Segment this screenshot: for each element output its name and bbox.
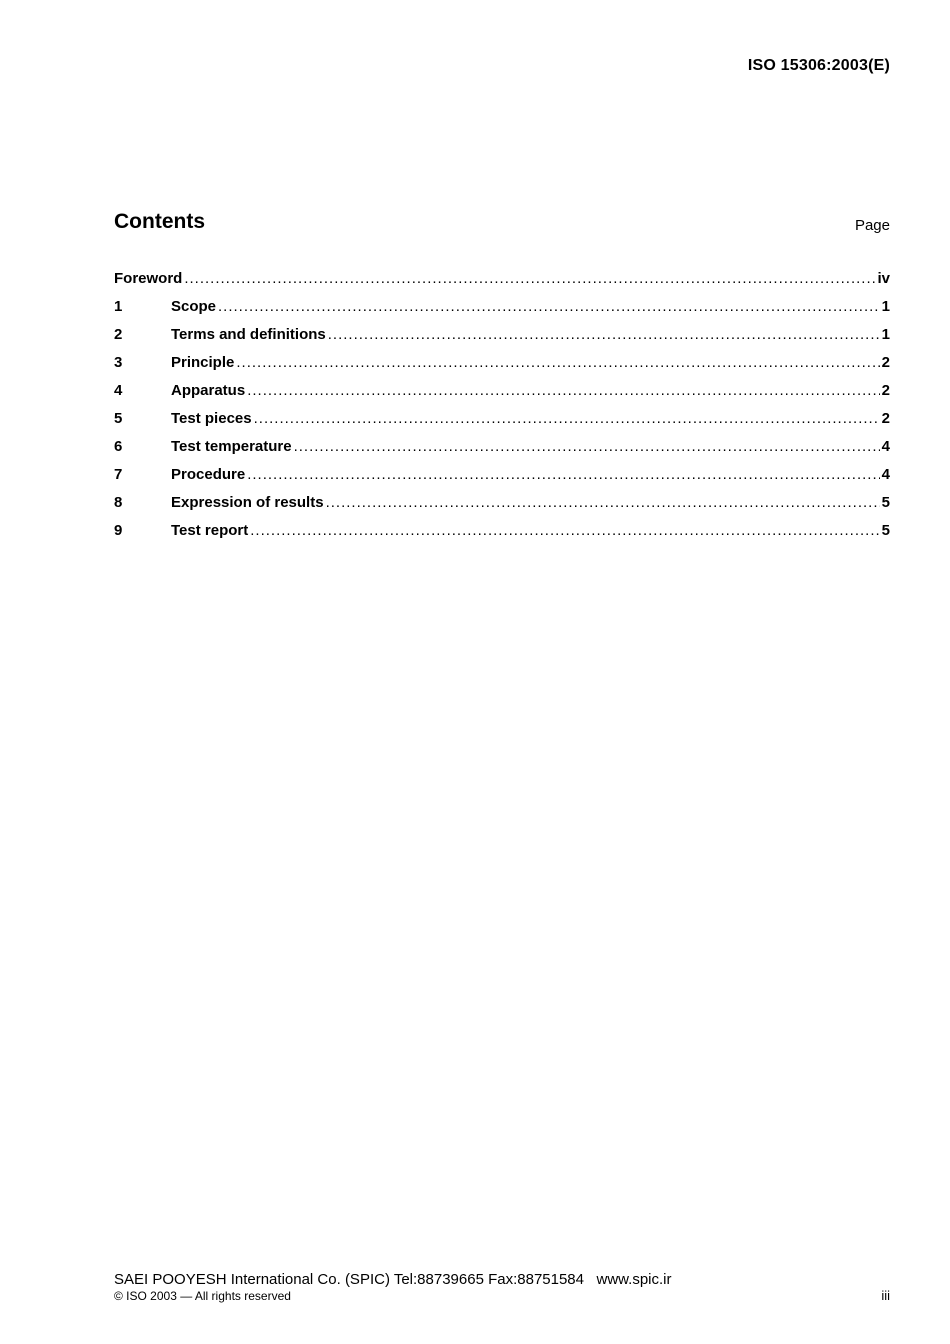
toc-leader-dots <box>184 270 875 288</box>
toc-item-page: 5 <box>881 522 890 539</box>
toc-item-number: 9 <box>114 522 123 539</box>
toc-leader-dots <box>218 298 880 316</box>
toc-item-page: 4 <box>881 466 890 483</box>
toc-item-test-report[interactable] <box>114 522 890 550</box>
document-id: ISO 15306:2003(E) <box>747 57 890 74</box>
page-number: iii <box>881 1288 890 1303</box>
toc-item-page: iv <box>877 270 890 287</box>
toc-item-title: Apparatus <box>171 382 246 399</box>
toc-leader-dots <box>250 522 879 540</box>
toc-leader-dots <box>294 438 880 456</box>
toc-leader-dots <box>254 410 880 428</box>
toc-item-number: 4 <box>114 382 123 399</box>
toc-item-title: Test temperature <box>171 438 292 455</box>
toc-item-principle[interactable] <box>114 354 890 382</box>
toc-item-test-temperature[interactable] <box>114 438 890 466</box>
toc-item-title: Test pieces <box>171 410 252 427</box>
toc-item-scope[interactable] <box>114 298 890 326</box>
toc-item-expression-of-results[interactable] <box>114 494 890 522</box>
toc-item-page: 1 <box>881 326 890 343</box>
toc-item-page: 1 <box>881 298 890 315</box>
toc-item-number: 3 <box>114 354 123 371</box>
toc-item-procedure[interactable] <box>114 466 890 494</box>
toc-item-title: Terms and definitions <box>171 326 326 343</box>
toc-leader-dots <box>326 494 880 512</box>
toc-item-number: 8 <box>114 494 123 511</box>
toc-item-page: 5 <box>881 494 890 511</box>
toc-item-number: 2 <box>114 326 123 343</box>
toc-item-page: 2 <box>881 382 890 399</box>
toc-leader-dots <box>236 354 879 372</box>
toc-item-page: 4 <box>881 438 890 455</box>
toc-item-number: 6 <box>114 438 123 455</box>
toc-item-apparatus[interactable] <box>114 382 890 410</box>
toc-leader-dots <box>247 382 879 400</box>
page-column-label: Page <box>854 217 890 234</box>
footer-company-line: SAEI POOYESH International Co. (SPIC) Tel:88739665 Fax:88751584 www.spic.ir <box>114 1271 672 1288</box>
toc-leader-dots <box>328 326 880 344</box>
toc-item-title: Expression of results <box>171 494 324 511</box>
toc-item-page: 2 <box>881 410 890 427</box>
toc-item-title: Test report <box>171 522 249 539</box>
toc-item-title: Procedure <box>171 466 246 483</box>
toc-item-number: 7 <box>114 466 123 483</box>
toc-item-number: 5 <box>114 410 123 427</box>
toc-item-terms-and-definitions[interactable] <box>114 326 890 354</box>
contents-header <box>114 210 890 240</box>
toc-item-test-pieces[interactable] <box>114 410 890 438</box>
contents-title: Contents <box>114 210 205 233</box>
toc-item-title: Foreword <box>114 270 183 287</box>
toc-item-page: 2 <box>881 354 890 371</box>
toc-item-foreword[interactable] <box>114 270 890 298</box>
footer-copyright: © ISO 2003 — All rights reserved <box>114 1289 291 1303</box>
toc-item-title: Scope <box>171 298 217 315</box>
table-of-contents <box>114 270 890 550</box>
toc-item-title: Principle <box>171 354 235 371</box>
toc-item-number: 1 <box>114 298 123 315</box>
toc-leader-dots <box>247 466 879 484</box>
